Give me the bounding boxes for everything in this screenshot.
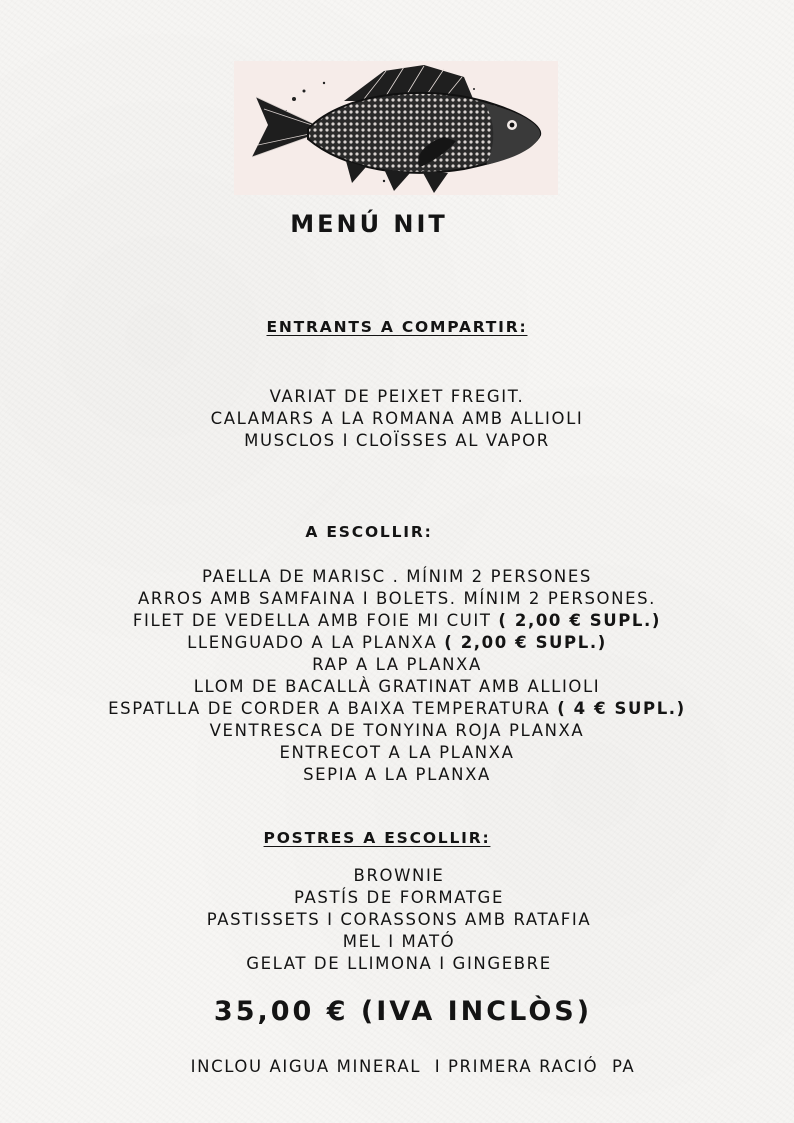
- main-item: ARROS AMB SAMFAINA I BOLETS. MÍNIM 2 PERSONES.: [137, 589, 657, 608]
- dessert-item: PASTÍS DE FORMATGE: [294, 888, 504, 907]
- main-item: FILET DE VEDELLA AMB FOIE MI CUIT ( 2,00 € SUPL.): [132, 611, 662, 630]
- main-item: RAP A LA PLANXA: [312, 655, 482, 674]
- fish-print-icon: [234, 61, 558, 195]
- menu-note: INCLOU AIGUA MINERAL I PRIMERA RACIÓ PA: [190, 1057, 636, 1076]
- main-item: ENTRECOT A LA PLANXA: [279, 743, 515, 762]
- fish-print-image: [234, 61, 558, 195]
- mains-heading: A ESCOLLIR:: [305, 523, 433, 541]
- supplement-label: ( 2,00 € SUPL.): [444, 633, 607, 652]
- dessert-item: GELAT DE LLIMONA I GINGEBRE: [246, 954, 552, 973]
- menu-price: 35,00 € (IVA INCLÒS): [213, 996, 593, 1027]
- supplement-label: ( 2,00 € SUPL.): [498, 611, 662, 630]
- main-item: VENTRESCA DE TONYINA ROJA PLANXA: [209, 721, 585, 740]
- main-item: LLOM DE BACALLÀ GRATINAT AMB ALLIOLI: [193, 677, 601, 696]
- dessert-item: PASTISSETS I CORASSONS AMB RATAFIA: [206, 910, 592, 929]
- main-item: ESPATLLA DE CORDER A BAIXA TEMPERATURA ( 4 € SUPL.): [108, 699, 686, 718]
- starters-heading: ENTRANTS A COMPARTIR:: [266, 318, 528, 336]
- dessert-item: BROWNIE: [353, 866, 445, 885]
- main-item: PAELLA DE MARISC . MÍNIM 2 PERSONES: [202, 567, 592, 586]
- main-item: LLENGUADO A LA PLANXA ( 2,00 € SUPL.): [187, 633, 607, 652]
- starter-item: CALAMARS A LA ROMANA AMB ALLIOLI: [210, 409, 584, 428]
- starter-item: MUSCLOS I CLOÏSSES AL VAPOR: [244, 431, 550, 450]
- main-item: SEPIA A LA PLANXA: [303, 765, 491, 784]
- dessert-item: MEL I MATÓ: [342, 932, 456, 951]
- desserts-heading: POSTRES A ESCOLLIR:: [263, 829, 491, 847]
- menu-title: MENÚ NIT: [290, 210, 448, 238]
- supplement-label: ( 4 € SUPL.): [557, 699, 686, 718]
- starter-item: VARIAT DE PEIXET FREGIT.: [269, 387, 525, 406]
